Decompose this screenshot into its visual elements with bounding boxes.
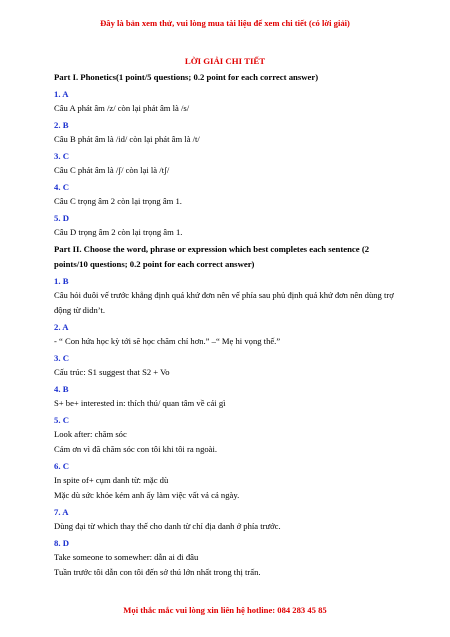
explanation-text: Câu B phát âm là /id/ còn lại phát âm là /t/ (54, 134, 200, 144)
preview-notice: Đây là bản xem thử, vui lòng mua tài liệu để xem chi tiết (có lời giải) (100, 18, 350, 28)
answer-key: 4. C (54, 182, 69, 192)
explanation-text: Tuần trước tôi dẫn con tôi đến sở thú lớn nhất trong thị trấn. (54, 567, 261, 577)
answer-key: 3. C (54, 151, 69, 161)
section-heading: Part I. Phonetics(1 point/5 questions; 0.2 point for each correct answer) (54, 72, 319, 82)
answer-key: 5. D (54, 213, 69, 223)
document-body (54, 55, 396, 580)
explanation-text: Câu C phát âm là /ʃ/ còn lại là /tʃ/ (54, 165, 170, 175)
answer-key: 1. B (54, 276, 69, 286)
explanation-text: Dùng đại từ which thay thế cho danh từ chỉ địa danh ở phía trước. (54, 521, 281, 531)
explanation-text: Take someone to somewher: dẫn ai đi đâu (54, 552, 199, 562)
answer-key: 1. A (54, 89, 69, 99)
explanation-text: Mặc dù sức khỏe kém anh ấy làm việc vất vả cả ngày. (54, 490, 240, 500)
answer-key: 4. B (54, 384, 69, 394)
explanation-text: Câu A phát âm /z/ còn lại phát âm là /s/ (54, 103, 190, 113)
hotline-notice: Mọi thắc mắc vui lòng xin liên hệ hotline: 084 283 45 85 (123, 605, 327, 615)
solution-parts (54, 70, 396, 580)
answer-key: 8. D (54, 538, 69, 548)
explanation-text: Cấu trúc: S1 suggest that S2 + Vo (54, 367, 170, 377)
explanation-text: Câu hỏi đuôi vế trước khẳng định quá khứ đơn nên vế phía sau phủ định quá khứ đơn nên dùng trợ động từ didn’t. (54, 290, 394, 315)
answer-key: 5. C (54, 415, 69, 425)
explanation-text: S+ be+ interested in: thích thú/ quan tâm về cái gì (54, 398, 226, 408)
answer-key: 3. C (54, 353, 69, 363)
answer-key: 6. C (54, 461, 69, 471)
explanation-text: - “ Con hứa học kỳ tới sẽ học chăm chỉ hơn.” –“ Mẹ hi vọng thế.” (54, 336, 281, 346)
explanation-text: Look after: chăm sóc (54, 429, 127, 439)
explanation-text: Câu C trọng âm 2 còn lại trọng âm 1. (54, 196, 182, 206)
explanation-text: Cảm ơn vì đã chăm sóc con tôi khi tôi ra ngoài. (54, 444, 218, 454)
explanation-text: Câu D trọng âm 2 còn lại trọng âm 1. (54, 227, 183, 237)
explanation-text: In spite of+ cụm danh từ: mặc dù (54, 475, 169, 485)
page-title: LỜI GIẢI CHI TIẾT (184, 56, 266, 66)
answer-key: 7. A (54, 507, 69, 517)
answer-key: 2. A (54, 322, 69, 332)
section-heading: Part II. Choose the word, phrase or expression which best completes each sentence (2 points/10 questions; 0.2 point for each correct answer) (54, 244, 370, 269)
answer-key: 2. B (54, 120, 69, 130)
